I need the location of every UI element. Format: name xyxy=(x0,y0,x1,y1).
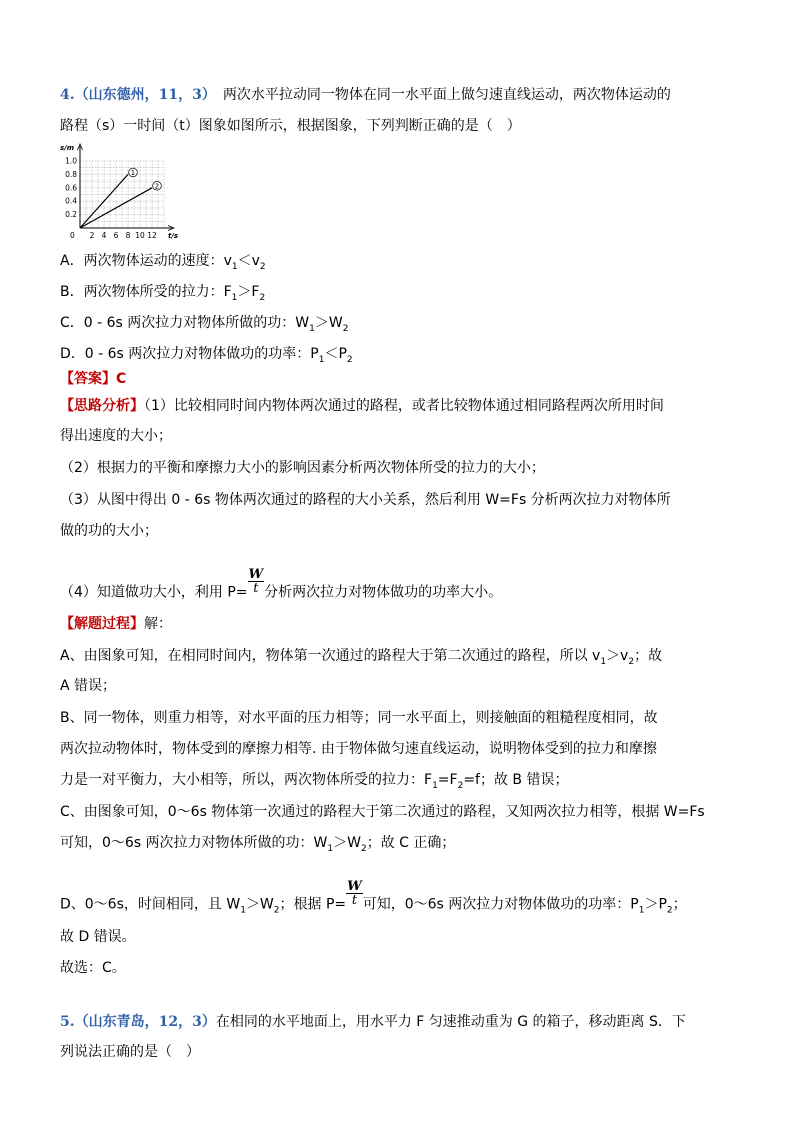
answer-label: 【答案】 xyxy=(60,371,116,387)
q4-stem-line1: 4.（山东德州，11，3） 两次水平拉动同一物体在同一水平面上做匀速直线运动，两次物体运动的 xyxy=(60,87,671,103)
y-tick-label: 0.4 xyxy=(65,196,77,206)
solution-b2: 两次拉动物体时，物体受到的摩擦力相等. 由于物体做匀速直线运动，说明物体受到的拉力和摩擦 xyxy=(60,741,657,757)
q4-tag: 4.（山东德州，11，3） xyxy=(60,87,209,103)
answer xyxy=(60,369,126,389)
y-axis-label: s/m xyxy=(60,144,75,152)
series-label-1: 1 xyxy=(130,169,136,178)
q4-stem-line2: 路程（s）一时间（t）图象如图所示，根据图象，下列判断正确的是（ ） xyxy=(60,118,521,134)
solution-label: 【解题过程】 xyxy=(60,616,144,632)
analysis-line4: （3）从图中得出 0 - 6s 物体两次通过的路程的大小关系，然后利用 W=Fs 分析两次拉力对物体所 xyxy=(60,492,671,508)
analysis-line1: 【思路分析】（1）比较相同时间内物体两次通过的路程，或者比较物体通过相同路程两次所用时间 xyxy=(60,398,664,414)
analysis-line6: （4）知道做功大小，利用 P= $\frac{W}{t}$ 分析两次拉力对物体做功的功率大小。 xyxy=(60,567,503,601)
graph-lines xyxy=(80,168,161,228)
solution-header: 【解题过程】解： xyxy=(60,616,172,632)
q5-stem-line2: 列说法正确的是（ ） xyxy=(60,1044,200,1060)
option-b: B．两次物体所受的拉力：$F_1>F_2$ xyxy=(60,284,266,303)
option-d: D．0 - 6s 两次拉力对物体做功的功率：$P_1<P_2$ xyxy=(60,346,353,365)
s-t-graph xyxy=(58,143,188,243)
solution-b1: B、同一物体，则重力相等，对水平面的压力相等；同一水平面上，则接触面的粗糙程度相同，故 xyxy=(60,710,658,726)
option-c: C．0 - 6s 两次拉力对物体所做的功：$W_1>W_2$ xyxy=(60,315,349,334)
x-tick-label: 2 xyxy=(89,231,95,240)
series-label-2: 2 xyxy=(154,182,160,191)
analysis-line3: （2）根据力的平衡和摩擦力大小的影响因素分析两次物体所受的拉力的大小； xyxy=(60,460,545,476)
origin-label: 0 xyxy=(70,231,75,240)
graph-labels xyxy=(60,144,178,240)
x-tick-label: 12 xyxy=(147,231,157,240)
q5-stem-line1: 5.（山东青岛，12，3）在相同的水平地面上，用水平力 F 匀速推动重为 G 的箱子，移动距离 S．下 xyxy=(60,1014,686,1030)
y-tick-label: 0.6 xyxy=(65,183,77,193)
solution-c2: 可知，0～6s 两次拉力对物体所做的功：$W_1>W_2$；故 C 正确； xyxy=(60,835,456,854)
y-tick-label: 0.8 xyxy=(65,169,77,179)
analysis-label: 【思路分析】 xyxy=(60,398,144,414)
option-a: A．两次物体运动的速度：$v_1<v_2$ xyxy=(60,253,266,272)
analysis-line5: 做的功的大小； xyxy=(60,523,158,539)
x-tick-label: 8 xyxy=(125,231,131,240)
x-tick-label: 6 xyxy=(113,231,119,240)
x-tick-label: 4 xyxy=(101,231,107,240)
x-tick-label: 10 xyxy=(135,231,145,240)
graph-grid xyxy=(80,161,164,228)
q5-tag: 5.（山东青岛，12，3） xyxy=(60,1014,216,1030)
solution-d2: 故 D 错误。 xyxy=(60,929,136,945)
solution-a2: A 错误； xyxy=(60,678,117,694)
x-axis-label: t/s xyxy=(168,232,179,240)
solution-d1: D、0～6s，时间相同，且 $W_1>W_2$；根据 P= $\frac{W}{t}$ 可知，0～6s 两次拉力对物体做功的功率：$P_1>P_2$； xyxy=(60,879,687,916)
analysis-line2: 得出速度的大小； xyxy=(60,428,172,444)
y-tick-label: 1.0 xyxy=(65,156,77,166)
power-fraction-2: $\frac{W}{t}$ xyxy=(347,879,362,908)
solution-a1: A、由图象可知，在相同时间内，物体第一次通过的路程大于第二次通过的路程，所以 $v_1>v_2$；故 xyxy=(60,648,663,667)
solution-end: 故选：C。 xyxy=(60,960,126,976)
y-tick-label: 0.2 xyxy=(65,210,77,220)
answer-value: C xyxy=(116,371,127,387)
power-fraction: $\frac{W}{t}$ xyxy=(248,567,264,596)
solution-c1: C、由图象可知，0～6s 物体第一次通过的路程大于第二次通过的路程，又知两次拉力相等，根据 W=Fs xyxy=(60,804,705,820)
solution-b3: 力是一对平衡力，大小相等，所以，两次物体所受的拉力：$F_1=F_2=f$；故 B 错误； xyxy=(60,772,569,791)
